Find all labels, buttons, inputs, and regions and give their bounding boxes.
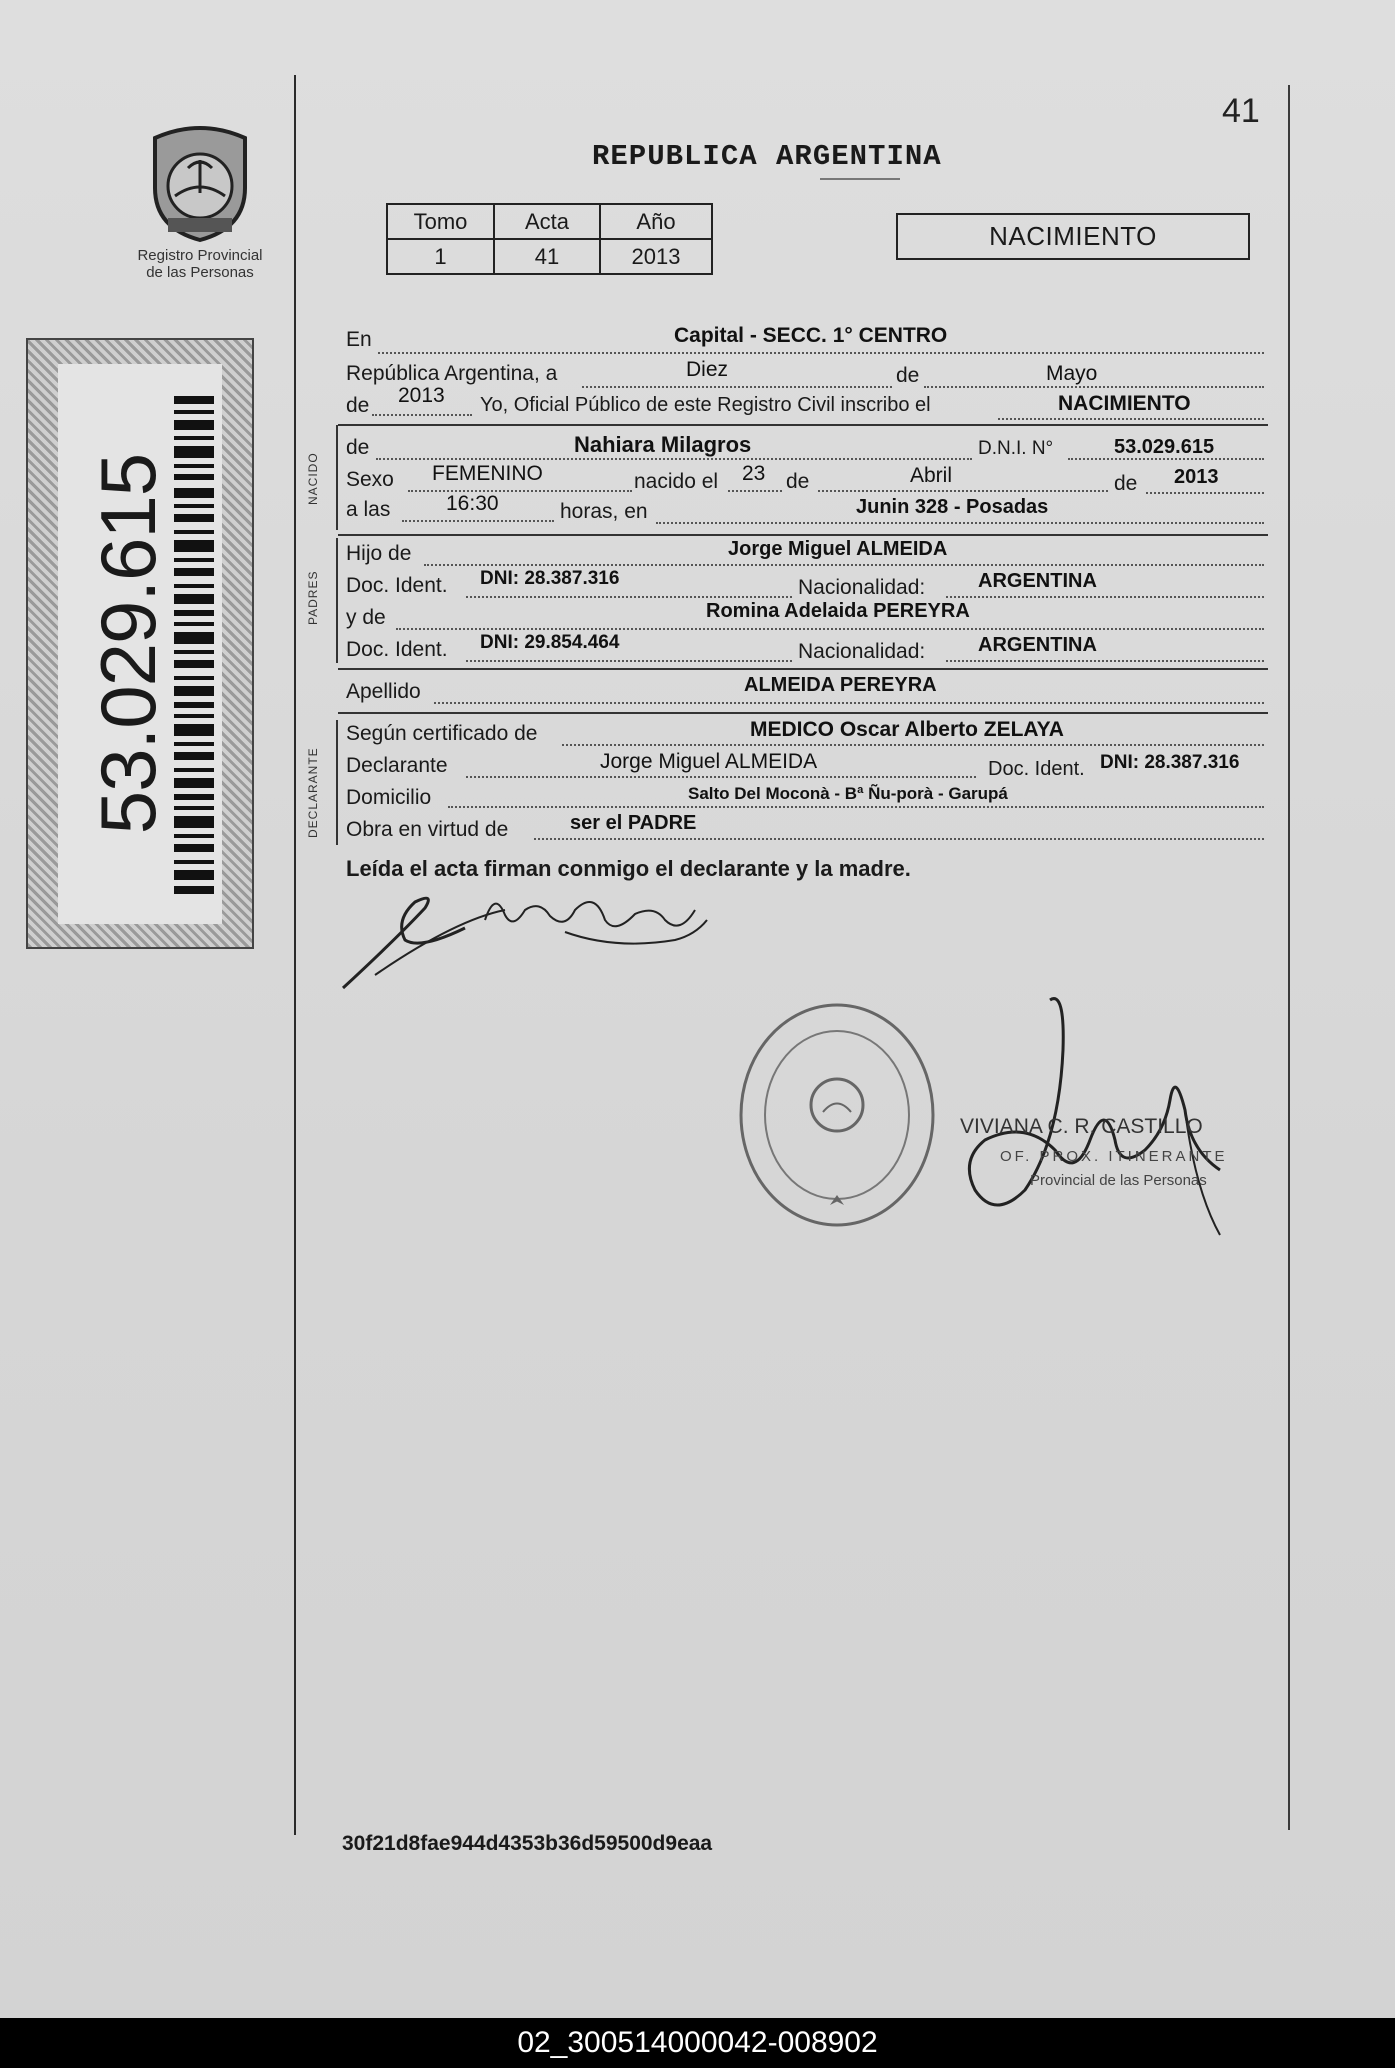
nacido-sexo: FEMENINO	[432, 462, 543, 485]
value-tomo: 1	[387, 239, 494, 274]
left-margin-rule	[294, 75, 296, 1835]
hijo-de-label: Hijo de	[346, 542, 412, 565]
signatures-declarante-madre	[335, 880, 715, 995]
madre-nacionalidad: ARGENTINA	[978, 634, 1097, 656]
madre-nac-label: Nacionalidad:	[798, 640, 926, 663]
section-label-padres: PADRES	[306, 570, 320, 625]
padre-dotted-line	[424, 564, 1264, 566]
registry-logo	[130, 118, 270, 281]
nacido-de-label: de	[346, 436, 370, 459]
footer-document-id: 02_300514000042-008902	[0, 2018, 1395, 2068]
anio-value: 2013	[398, 384, 445, 407]
madre-nombre: Romina Adelaida PEREYRA	[706, 600, 970, 622]
mes-nac-dotted-line	[818, 490, 1108, 492]
nacido-hora: 16:30	[446, 492, 499, 515]
declarante-section-rule	[336, 720, 338, 845]
apellido-divider	[338, 712, 1268, 714]
de-label: de	[896, 364, 920, 387]
section-label-declarante: DECLARANTE	[306, 747, 320, 838]
apellido-value: ALMEIDA PEREYRA	[744, 674, 937, 696]
document-title: REPUBLICA ARGENTINA	[592, 140, 942, 173]
nacido-lugar: Junin 328 - Posadas	[856, 496, 1049, 518]
declarante-dotted-line	[466, 776, 976, 778]
closing-statement: Leída el acta firman conmigo el declarante y la madre.	[346, 856, 911, 881]
madre-doc: DNI: 29.854.464	[480, 632, 620, 653]
declarante-label: Declarante	[346, 754, 448, 777]
value-acta: 41	[494, 239, 600, 274]
barcode-inner	[58, 364, 222, 924]
dia-value: Diez	[686, 358, 729, 381]
registry-name-line1: Registro Provincial	[137, 247, 263, 264]
sexo-dotted-line	[408, 490, 632, 492]
mes-dotted-line	[924, 386, 1264, 388]
record-table-header	[387, 204, 712, 239]
mes-value: Mayo	[1046, 362, 1098, 385]
barcode-label	[26, 338, 254, 949]
header-tomo: Tomo	[387, 204, 494, 239]
official-department: Provincial de las Personas	[1030, 1172, 1207, 1189]
padre-doc-label: Doc. Ident.	[346, 574, 448, 597]
de2-label: de	[346, 394, 370, 417]
padre-doc-dotted-line	[466, 596, 792, 598]
hora-dotted-line	[402, 520, 554, 522]
official-name: VIVIANA C. R. CASTILLO	[960, 1115, 1203, 1138]
en-label: En	[346, 328, 372, 351]
a-las-label: a las	[346, 498, 391, 521]
dni-label: D.N.I. N°	[978, 438, 1054, 459]
record-table-values	[387, 239, 712, 274]
y-de-label: y de	[346, 606, 386, 629]
barcode-bars	[174, 396, 214, 896]
right-margin-rule	[1288, 85, 1290, 1830]
nacido-mes: Abril	[910, 464, 953, 487]
official-stamp	[735, 1000, 940, 1230]
nacido-dia: 23	[742, 462, 766, 485]
nombre-dotted-line	[376, 458, 972, 460]
madre-doc-dotted-line	[466, 660, 792, 662]
certificado-dotted-line	[562, 744, 1264, 746]
certificado-label: Según certificado de	[346, 722, 538, 745]
obra-label: Obra en virtud de	[346, 818, 509, 841]
padre-nac-dotted-line	[946, 596, 1264, 598]
coat-of-arms-icon	[140, 118, 260, 243]
en-value: Capital - SECC. 1° CENTRO	[674, 324, 948, 347]
declarante-value: Jorge Miguel ALMEIDA	[600, 750, 818, 773]
nacido-divider	[338, 534, 1268, 536]
anio-dotted-line	[372, 414, 472, 416]
madre-nac-dotted-line	[946, 660, 1264, 662]
padre-nac-label: Nacionalidad:	[798, 576, 926, 599]
madre-dotted-line	[396, 628, 1264, 630]
header-anio: Año	[600, 204, 712, 239]
domicilio-value: Salto Del Moconà - Bª Ñu-porà - Garupá	[688, 784, 1008, 803]
domicilio-dotted-line	[448, 806, 1264, 808]
apellido-dotted-line	[434, 702, 1264, 704]
value-anio: 2013	[600, 239, 712, 274]
lugar-dotted-line	[656, 522, 1264, 524]
header-divider	[338, 424, 1268, 426]
page-number: 41	[1222, 92, 1260, 130]
section-label-nacido: NACIDO	[306, 452, 320, 505]
inscribo-value: NACIMIENTO	[1058, 392, 1191, 415]
padre-doc: DNI: 28.387.316	[480, 568, 620, 589]
nacido-dni: 53.029.615	[1114, 436, 1215, 458]
declarante-doc: DNI: 28.387.316	[1100, 752, 1240, 773]
sexo-label: Sexo	[346, 468, 394, 491]
en-dotted-line	[378, 352, 1264, 354]
declarante-doc-label: Doc. Ident.	[988, 758, 1085, 780]
nacido-nombre: Nahiara Milagros	[574, 432, 752, 457]
certificado-value: MEDICO Oscar Alberto ZELAYA	[750, 718, 1064, 741]
barcode-number: 53.029.615	[84, 453, 172, 835]
nacido-anio: 2013	[1174, 466, 1219, 488]
title-underline	[820, 178, 900, 180]
anio-nac-dotted-line	[1146, 492, 1264, 494]
nacido-el-label: nacido el	[634, 470, 719, 493]
registry-name-line2: de las Personas	[146, 264, 254, 281]
record-table	[386, 203, 713, 275]
apellido-label: Apellido	[346, 680, 421, 703]
nacido-section-rule	[336, 425, 338, 530]
record-type-box: NACIMIENTO	[896, 213, 1250, 260]
padres-divider	[338, 668, 1268, 670]
nacido-de-label-2: de	[786, 470, 810, 493]
dia-dotted-line	[582, 386, 892, 388]
document-hash: 30f21d8fae944d4353b36d59500d9eaa	[342, 1832, 713, 1855]
inscribo-dotted-line	[998, 418, 1264, 420]
nacido-de-label-3: de	[1114, 472, 1138, 495]
dia-nac-dotted-line	[728, 490, 782, 492]
padre-nombre: Jorge Miguel ALMEIDA	[728, 538, 948, 560]
madre-doc-label: Doc. Ident.	[346, 638, 448, 661]
padres-section-rule	[336, 538, 338, 663]
domicilio-label: Domicilio	[346, 786, 432, 809]
padre-nacionalidad: ARGENTINA	[978, 570, 1097, 592]
horas-en-label: horas, en	[560, 500, 648, 523]
obra-dotted-line	[534, 838, 1264, 840]
fecha-label: República Argentina, a	[346, 362, 558, 385]
obra-value: ser el PADRE	[570, 812, 697, 834]
registry-name	[130, 247, 270, 281]
inscribo-label: Yo, Oficial Público de este Registro Civil inscribo el	[480, 394, 931, 416]
header-acta: Acta	[494, 204, 600, 239]
official-role: OF. PROX. ITINERANTE	[1000, 1148, 1228, 1165]
